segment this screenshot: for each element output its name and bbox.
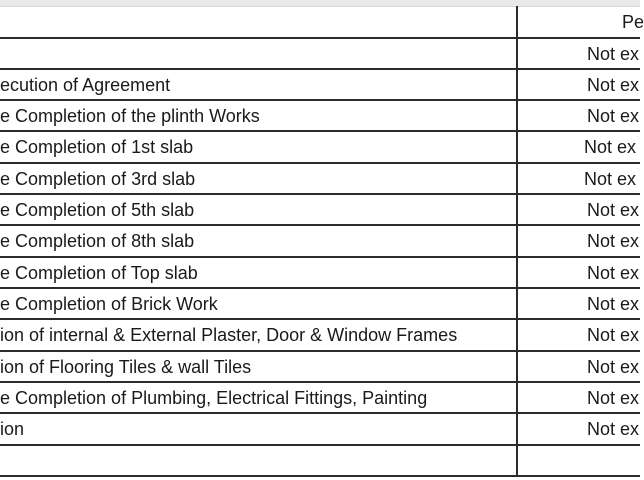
status-text: Not ex xyxy=(587,199,640,220)
status-cell xyxy=(516,195,642,224)
table-row xyxy=(0,226,640,258)
table-row xyxy=(0,320,640,352)
status-text: Not ex xyxy=(587,231,640,251)
status-cell xyxy=(516,101,642,130)
table-row xyxy=(0,352,640,383)
table-row xyxy=(0,195,640,226)
stage-cell xyxy=(0,446,516,475)
stage-cell xyxy=(0,195,516,224)
table-row xyxy=(0,446,640,477)
stage-cell xyxy=(0,258,516,287)
header-stage-cell xyxy=(0,6,516,37)
status-text: Not ex xyxy=(587,105,640,126)
stage-text: ion of Flooring Tiles & wall Tiles xyxy=(0,356,252,377)
stage-text: e Completion of the plinth Works xyxy=(0,105,260,126)
stage-text: ecution of Agreement xyxy=(0,74,171,95)
table-row xyxy=(0,258,640,289)
stage-text: e Completion of 5th slab xyxy=(0,199,195,220)
status-text: Not ex xyxy=(587,387,640,408)
status-cell xyxy=(516,446,642,475)
stage-cell xyxy=(0,132,516,162)
status-text: Not ex xyxy=(584,168,637,189)
status-text: Not ex xyxy=(587,325,640,345)
stage-cell xyxy=(0,383,516,412)
stage-cell xyxy=(0,320,516,350)
stage-cell xyxy=(0,352,516,381)
status-text: Not ex xyxy=(587,419,640,439)
status-text: Not ex xyxy=(584,137,637,157)
stage-cell xyxy=(0,414,516,444)
status-text: Not ex xyxy=(587,293,640,314)
status-cell xyxy=(516,226,642,256)
stage-cell xyxy=(0,39,516,68)
table-row xyxy=(0,289,640,320)
status-cell xyxy=(516,164,642,193)
status-cell xyxy=(516,414,642,444)
status-cell xyxy=(516,320,642,350)
status-text: Not ex xyxy=(587,356,640,377)
stage-text: ion xyxy=(0,419,25,439)
status-text: Not ex xyxy=(587,74,640,95)
table-row xyxy=(0,70,640,101)
status-cell xyxy=(516,258,642,287)
header-status-cell xyxy=(516,6,642,37)
table-row xyxy=(0,414,640,446)
table-row xyxy=(0,39,640,70)
table-row xyxy=(0,101,640,132)
table-row xyxy=(0,383,640,414)
stage-cell xyxy=(0,164,516,193)
stage-text: e Completion of Plumbing, Electrical Fittings, Painting xyxy=(0,387,428,408)
stage-text: e Completion of Top slab xyxy=(0,262,198,283)
stage-text: e Completion of 8th slab xyxy=(0,231,195,251)
stage-cell xyxy=(0,70,516,99)
status-cell xyxy=(516,39,642,68)
status-text: Not ex xyxy=(587,43,640,64)
stage-text: e Completion of 3rd slab xyxy=(0,168,196,189)
status-cell xyxy=(516,70,642,99)
table-header-row xyxy=(0,6,644,39)
table-row xyxy=(0,164,640,195)
stage-text: ion of internal & External Plaster, Door & Window Frames xyxy=(0,325,458,345)
table-row xyxy=(0,132,640,164)
status-cell xyxy=(516,352,642,381)
stage-text: e Completion of Brick Work xyxy=(0,293,218,314)
header-status-label: Pe xyxy=(622,11,644,32)
stage-text: e Completion of 1st slab xyxy=(0,137,194,157)
status-text: Not ex xyxy=(587,262,640,283)
stage-cell xyxy=(0,226,516,256)
status-cell xyxy=(516,132,642,162)
stage-cell xyxy=(0,289,516,318)
status-cell xyxy=(516,289,642,318)
stage-cell xyxy=(0,101,516,130)
status-cell xyxy=(516,383,642,412)
